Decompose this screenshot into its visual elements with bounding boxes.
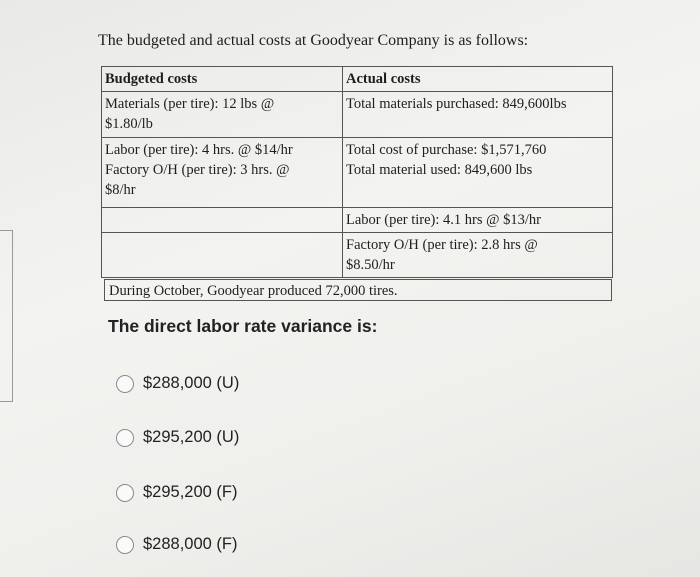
answer-option-label: $288,000 (U) — [143, 374, 240, 392]
answer-option-label: $288,000 (F) — [143, 535, 238, 553]
table-cell: Labor (per tire): 4 hrs. @ $14/hr Factory O/H (per tire): 3 hrs. @ $8/hr — [102, 138, 343, 208]
table-row — [102, 92, 613, 138]
table-cell: Factory O/H (per tire): 2.8 hrs @ $8.50/hr — [343, 233, 613, 278]
answer-option-label: $295,200 (F) — [143, 483, 238, 501]
table-row — [102, 138, 613, 208]
table-cell — [102, 233, 343, 278]
radio-button-icon[interactable] — [116, 429, 134, 447]
page-edge-decoration — [0, 230, 13, 402]
cost-table — [101, 66, 613, 278]
actual-costs-header: Actual costs — [343, 67, 613, 92]
table-cell: Total cost of purchase: $1,571,760 Total material used: 849,600 lbs — [343, 138, 613, 208]
budgeted-costs-header: Budgeted costs — [102, 67, 343, 92]
table-cell: Materials (per tire): 12 lbs @ $1.80/lb — [102, 92, 343, 138]
answer-option-1[interactable] — [116, 374, 239, 393]
question-text: The direct labor rate variance is: — [108, 316, 378, 336]
answer-option-3[interactable] — [116, 483, 237, 502]
radio-button-icon[interactable] — [116, 484, 134, 502]
table-cell: Labor (per tire): 4.1 hrs @ $13/hr — [343, 208, 613, 233]
table-cell — [102, 208, 343, 233]
table-row — [102, 233, 613, 278]
table-row — [102, 67, 613, 92]
intro-text: The budgeted and actual costs at Goodyear Company is as follows: — [98, 32, 529, 49]
table-cell: Total materials purchased: 849,600lbs — [343, 92, 613, 138]
radio-button-icon[interactable] — [116, 536, 134, 554]
answer-option-2[interactable] — [116, 428, 239, 447]
production-note: During October, Goodyear produced 72,000 tires. — [104, 279, 612, 301]
answer-option-4[interactable] — [116, 535, 237, 554]
radio-button-icon[interactable] — [116, 375, 134, 393]
answer-option-label: $295,200 (U) — [143, 428, 240, 446]
table-row — [102, 208, 613, 233]
